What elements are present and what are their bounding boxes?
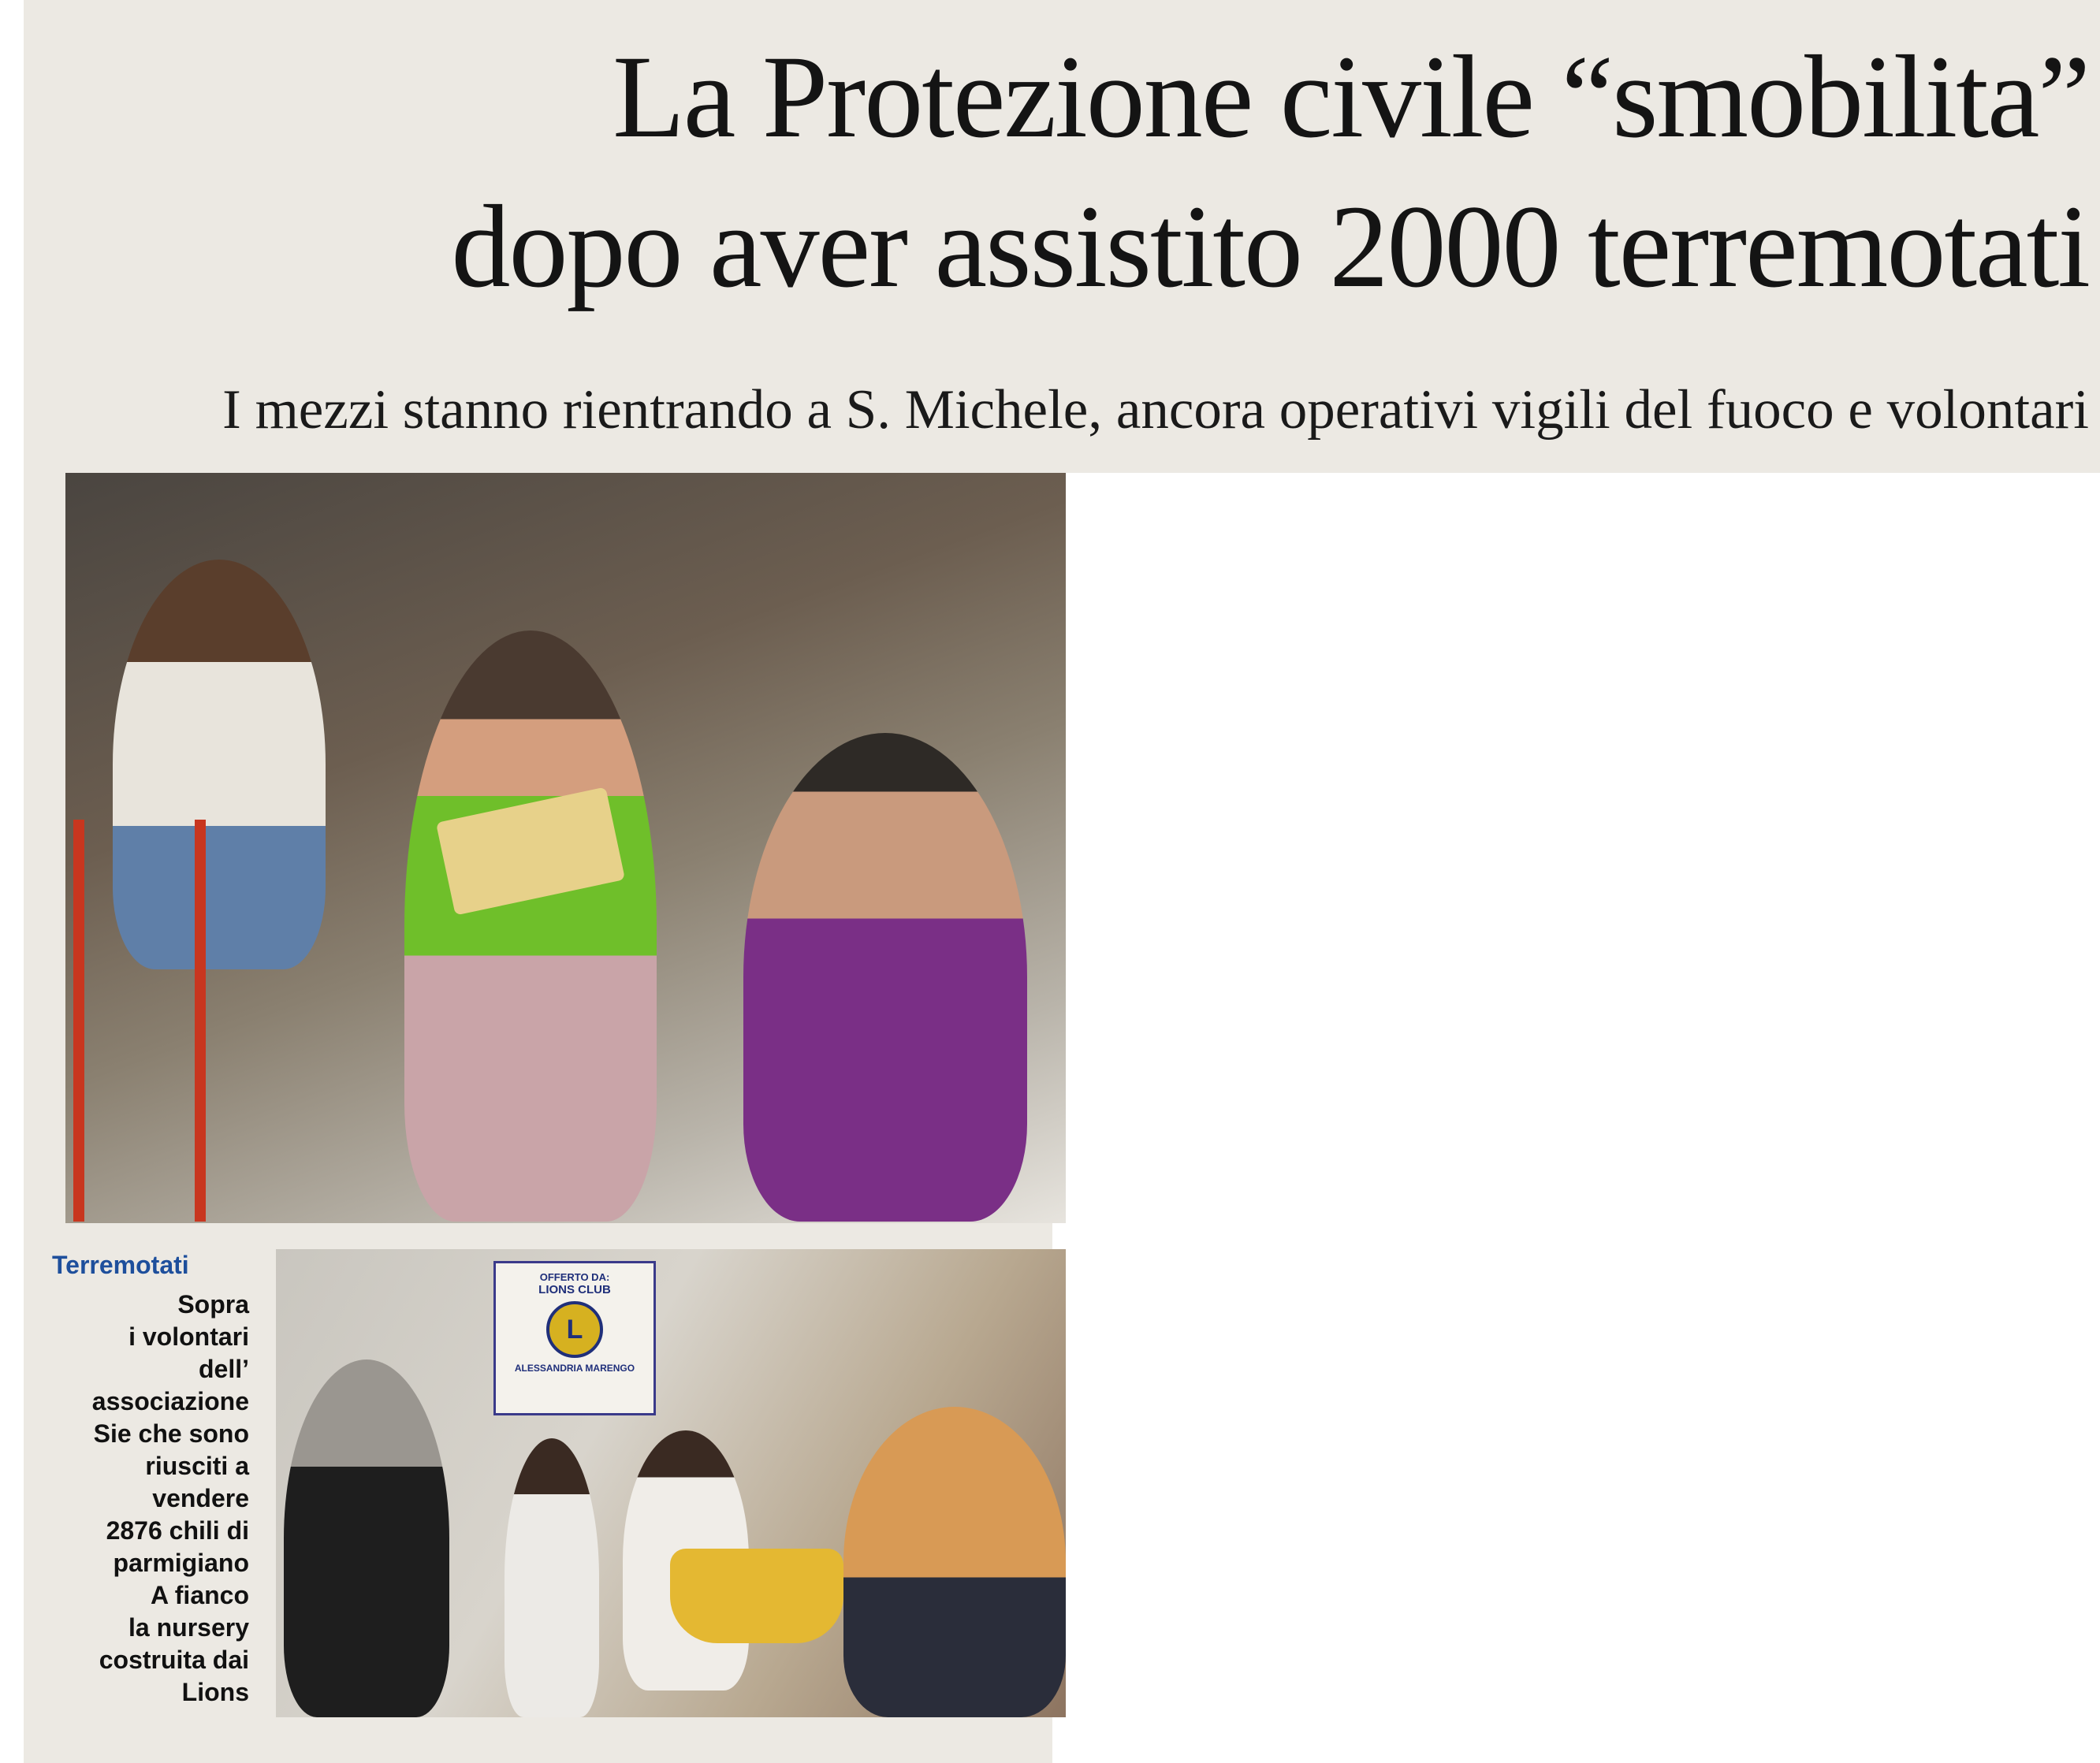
girl-figure <box>505 1438 599 1717</box>
man-glasses-figure <box>284 1359 449 1717</box>
photo-column <box>24 473 1052 1763</box>
headline-line-2: dopo aver assistito 2000 terremotati <box>451 181 2089 312</box>
lions-nursery-photo <box>276 1249 1066 1717</box>
sign-bottom-text: ALESSANDRIA MARENGO <box>514 1363 635 1374</box>
lions-logo-icon: L <box>546 1301 603 1358</box>
caption-text: Sopra i volontari dell’ associazione Sie che sono riusciti a vendere 2876 chili di parmigiano A fianco la nursery costruita dai Lions <box>91 1290 249 1706</box>
blonde-woman-figure <box>843 1407 1066 1717</box>
headline-line-1: La Protezione civile “smobilita” <box>612 32 2089 162</box>
hand-truck <box>73 820 206 1222</box>
woman-center-figure <box>404 630 657 1222</box>
caption-title: Terremotati <box>52 1251 189 1279</box>
sign-club-text: LIONS CLUB <box>538 1283 611 1296</box>
volunteers-with-parmigiano-photo <box>65 473 1066 1223</box>
lions-club-sign <box>493 1261 656 1415</box>
article-subtitle: I mezzi stanno rientrando a S. Michele, ancora operativi vigili del fuoco e volontari <box>222 379 2089 441</box>
man-right-figure <box>743 733 1027 1222</box>
photo-caption <box>52 1249 249 1717</box>
sign-top-text: OFFERTO DA: <box>539 1271 610 1283</box>
yellow-basin <box>670 1549 843 1643</box>
